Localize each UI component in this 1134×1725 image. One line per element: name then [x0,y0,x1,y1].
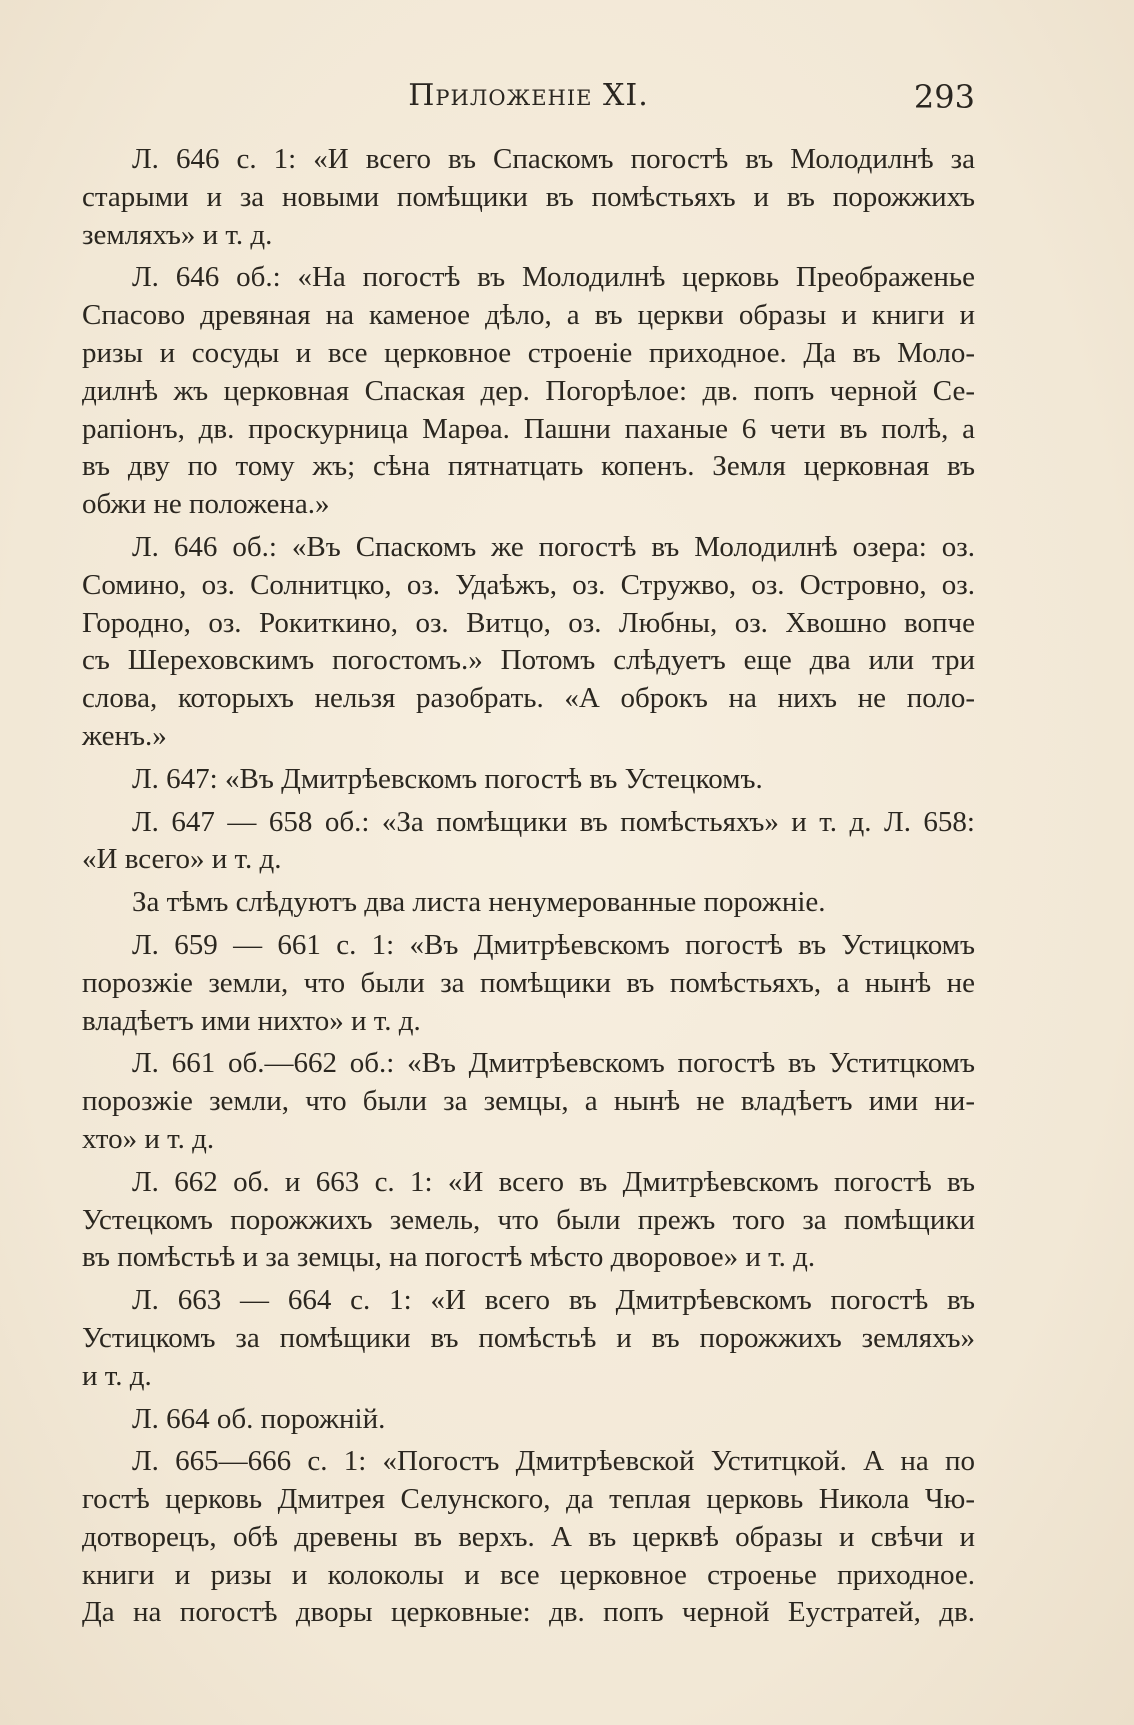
page-number: 293 [913,78,975,116]
text-line: дилнѣ жъ церковная Спаская дер. Погорѣлое: дв. попъ черной Се- [82,374,975,407]
text-line: книги и ризы и колоколы и все церковное строенье приходное. [82,1558,975,1591]
text-line: въ дву по тому жъ; сѣна пятнатцать копенъ. Земля церковная въ [82,450,975,483]
text-line: хто» и т. д. [82,1122,215,1155]
paragraph [82,1045,975,1158]
text-line: Л. 661 об.—662 об.: «Въ Дмитрѣевскомъ погостѣ въ Уститцкомъ [132,1047,975,1080]
text-line: Сомино, оз. Солнитцко, оз. Удаѣжъ, оз. Стружво, оз. Островно, оз. [82,568,975,601]
text-line: женъ.» [82,719,167,752]
text-line: съ Шереховскимъ погостомъ.» Потомъ слѣдуетъ еще два или три [82,644,975,677]
text-line: Да на погостѣ дворы церковные: дв. попъ черной Еустратей, дв. [82,1596,975,1629]
paragraph [82,927,975,1040]
text-line: Устицкомъ за помѣщики въ помѣстьѣ и въ порожжихъ земляхъ» [82,1321,975,1354]
text-line: Л. 663 — 664 с. 1: «И всего въ Дмитрѣевскомъ погостѣ въ [132,1284,975,1317]
paragraph [82,529,975,756]
paragraph [82,141,975,254]
text-line: Л. 665—666 с. 1: «Погостъ Дмитрѣевской Уститцкой. А на по [132,1445,975,1478]
text-line: и т. д. [82,1359,152,1392]
page-header [82,78,975,128]
body-text [82,141,975,1637]
paragraph [82,1164,975,1277]
paragraph [82,884,975,922]
paragraph [82,1401,975,1439]
paragraph [82,1443,975,1632]
text-line: Л. 646 с. 1: «И всего въ Спаскомъ погостѣ въ Молодилнѣ за [132,143,975,175]
text-line: дотворецъ, обѣ древены въ верхъ. А въ церквѣ образы и свѣчи и [82,1520,975,1553]
text-line: обжи не положена.» [82,488,330,521]
text-line: земляхъ» и т. д. [82,218,273,251]
text-line: Л. 647 — 658 об.: «За помѣщики въ помѣстьяхъ» и т. д. Л. 658: [132,805,975,838]
text-line: Л. 659 — 661 с. 1: «Въ Дмитрѣевскомъ погостѣ въ Устицкомъ [132,928,975,961]
paragraph [82,1282,975,1395]
text-line: Л. 646 об.: «На погостѣ въ Молодилнѣ церковь Преображенье [132,261,975,294]
text-line: порозжіе земли, что были за помѣщики въ помѣстьяхъ, а нынѣ не [82,966,975,999]
text-line: старыми и за новыми помѣщики въ помѣстьяхъ и въ порожжихъ [82,180,975,213]
text-line: Городно, оз. Рокиткино, оз. Витцо, оз. Любны, оз. Хвошно вопче [82,606,975,639]
text-line: За тѣмъ слѣдуютъ два листа ненумерованные порожніе. [132,886,826,919]
text-line: Л. 647: «Въ Дмитрѣевскомъ погостѣ въ Устецкомъ. [132,762,763,795]
text-line: Спасово древяная на каменое дѣло, а въ церкви образы и книги и [82,299,975,332]
text-line: Л. 664 об. порожній. [132,1402,386,1435]
text-line: Устецкомъ порожжихъ земель, что были прежъ того за помѣщики [82,1203,975,1236]
text-line: гостѣ церковь Дмитрея Селунского, да теплая церковь Никола Чю- [82,1483,975,1516]
text-line: Л. 646 об.: «Въ Спаскомъ же погостѣ въ Молодилнѣ озера: оз. [132,530,975,563]
running-title: Приложеніе XI. [408,78,649,113]
text-line: владѣетъ ими нихто» и т. д. [82,1004,421,1037]
text-line: Л. 662 об. и 663 с. 1: «И всего въ Дмитрѣевскомъ погостѣ въ [132,1165,975,1198]
text-line: ризы и сосуды и все церковное строеніе приходное. Да въ Моло- [82,336,975,369]
text-line: «И всего» и т. д. [82,843,282,876]
paragraph [82,804,975,880]
paragraph [82,259,975,524]
paragraph [82,761,975,799]
text-line: порозжіе земли, что были за земцы, а нынѣ не владѣетъ ими ни- [82,1085,975,1118]
text-line: рапіонъ, дв. проскурница Марөа. Пашни паханые 6 чети въ полѣ, а [82,412,975,445]
text-line: слова, которыхъ нельзя разобрать. «А оброкъ на нихъ не поло- [82,682,975,715]
text-line: въ помѣстьѣ и за земцы, на погостѣ мѣсто дворовое» и т. д. [82,1241,816,1274]
